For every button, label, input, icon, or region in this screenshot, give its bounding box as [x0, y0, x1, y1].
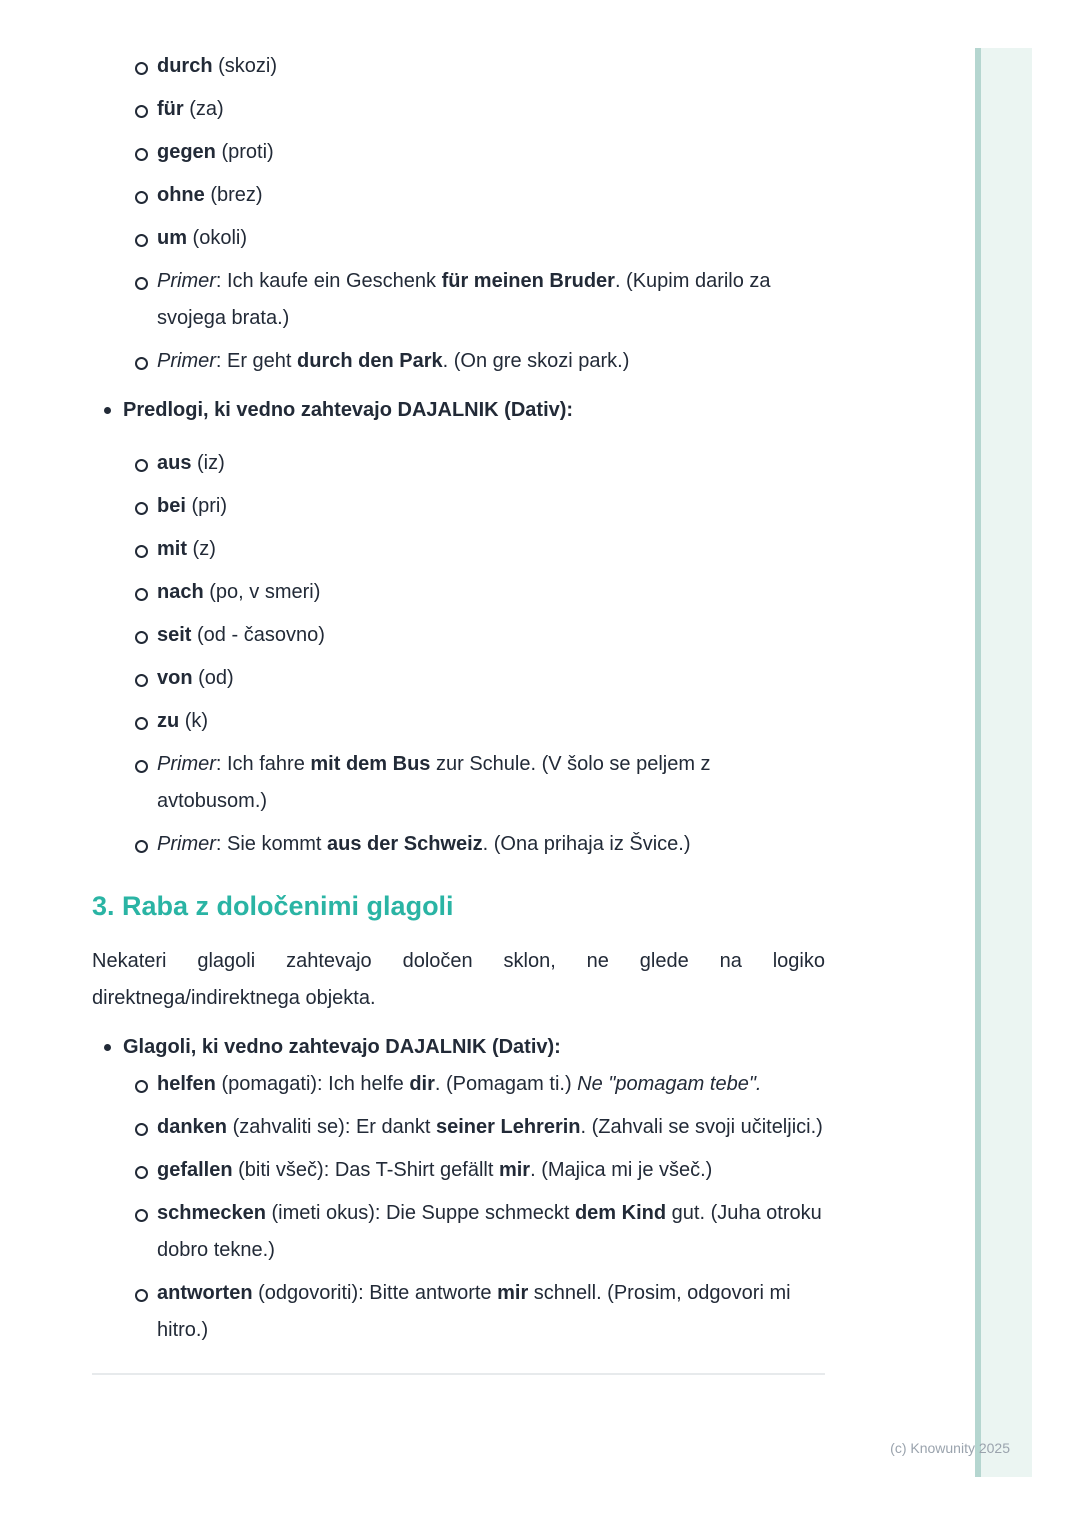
- list-item: danken (zahvaliti se): Er dankt seiner Lehrerin. (Zahvali se svoji učiteljici.): [92, 1109, 825, 1146]
- footer-copyright: (c) Knowunity 2025: [890, 1440, 1010, 1456]
- list-item: antworten (odgovoriti): Bitte antworte mir schnell. (Prosim, odgovori mi hitro.): [92, 1275, 825, 1349]
- list-item: bei (pri): [92, 488, 825, 525]
- list-item: ohne (brez): [92, 177, 825, 214]
- section-heading: 3. Raba z določenimi glagoli: [92, 891, 454, 921]
- list-item: helfen (pomagati): Ich helfe dir. (Pomagam ti.) Ne "pomagam tebe".: [92, 1066, 825, 1103]
- dativ-prepositions-header: Predlogi, ki vedno zahtevajo DAJALNIK (Dativ):: [92, 392, 825, 429]
- list-item: Primer: Sie kommt aus der Schweiz. (Ona prihaja iz Švice.): [92, 826, 825, 863]
- page-edge-stripe: [975, 48, 1032, 1477]
- dativ-verbs-header: Glagoli, ki vedno zahtevajo DAJALNIK (Dativ):: [92, 1029, 825, 1066]
- list-item: schmecken (imeti okus): Die Suppe schmeckt dem Kind gut. (Juha otroku dobro tekne.): [92, 1195, 825, 1269]
- list-item: Primer: Er geht durch den Park. (On gre skozi park.): [92, 343, 825, 380]
- list-item: Primer: Ich kaufe ein Geschenk für meinen Bruder. (Kupim darilo za svojega brata.): [92, 263, 825, 337]
- dativ-prepositions-list: [92, 445, 825, 863]
- list-item: durch (skozi): [92, 48, 825, 85]
- list-item: aus (iz): [92, 445, 825, 482]
- list-item: seit (od - časovno): [92, 617, 825, 654]
- list-item: um (okoli): [92, 220, 825, 257]
- intro-paragraph: Nekateri glagoli zahtevajo določen sklon, ne glede na logiko direktnega/indirektnega objekta.: [92, 950, 825, 1009]
- list-item: nach (po, v smeri): [92, 574, 825, 611]
- list-item: Primer: Ich fahre mit dem Bus zur Schule. (V šolo se peljem z avtobusom.): [92, 746, 825, 820]
- akkusativ-prepositions-list: [92, 48, 825, 380]
- list-item: zu (k): [92, 703, 825, 740]
- document-content: [92, 0, 825, 1375]
- divider: [92, 1373, 825, 1375]
- list-item: für (za): [92, 91, 825, 128]
- list-item: gegen (proti): [92, 134, 825, 171]
- dativ-verbs-list: [92, 1066, 825, 1349]
- list-item: gefallen (biti všeč): Das T-Shirt gefällt mir. (Majica mi je všeč.): [92, 1152, 825, 1189]
- list-item: von (od): [92, 660, 825, 697]
- list-item: mit (z): [92, 531, 825, 568]
